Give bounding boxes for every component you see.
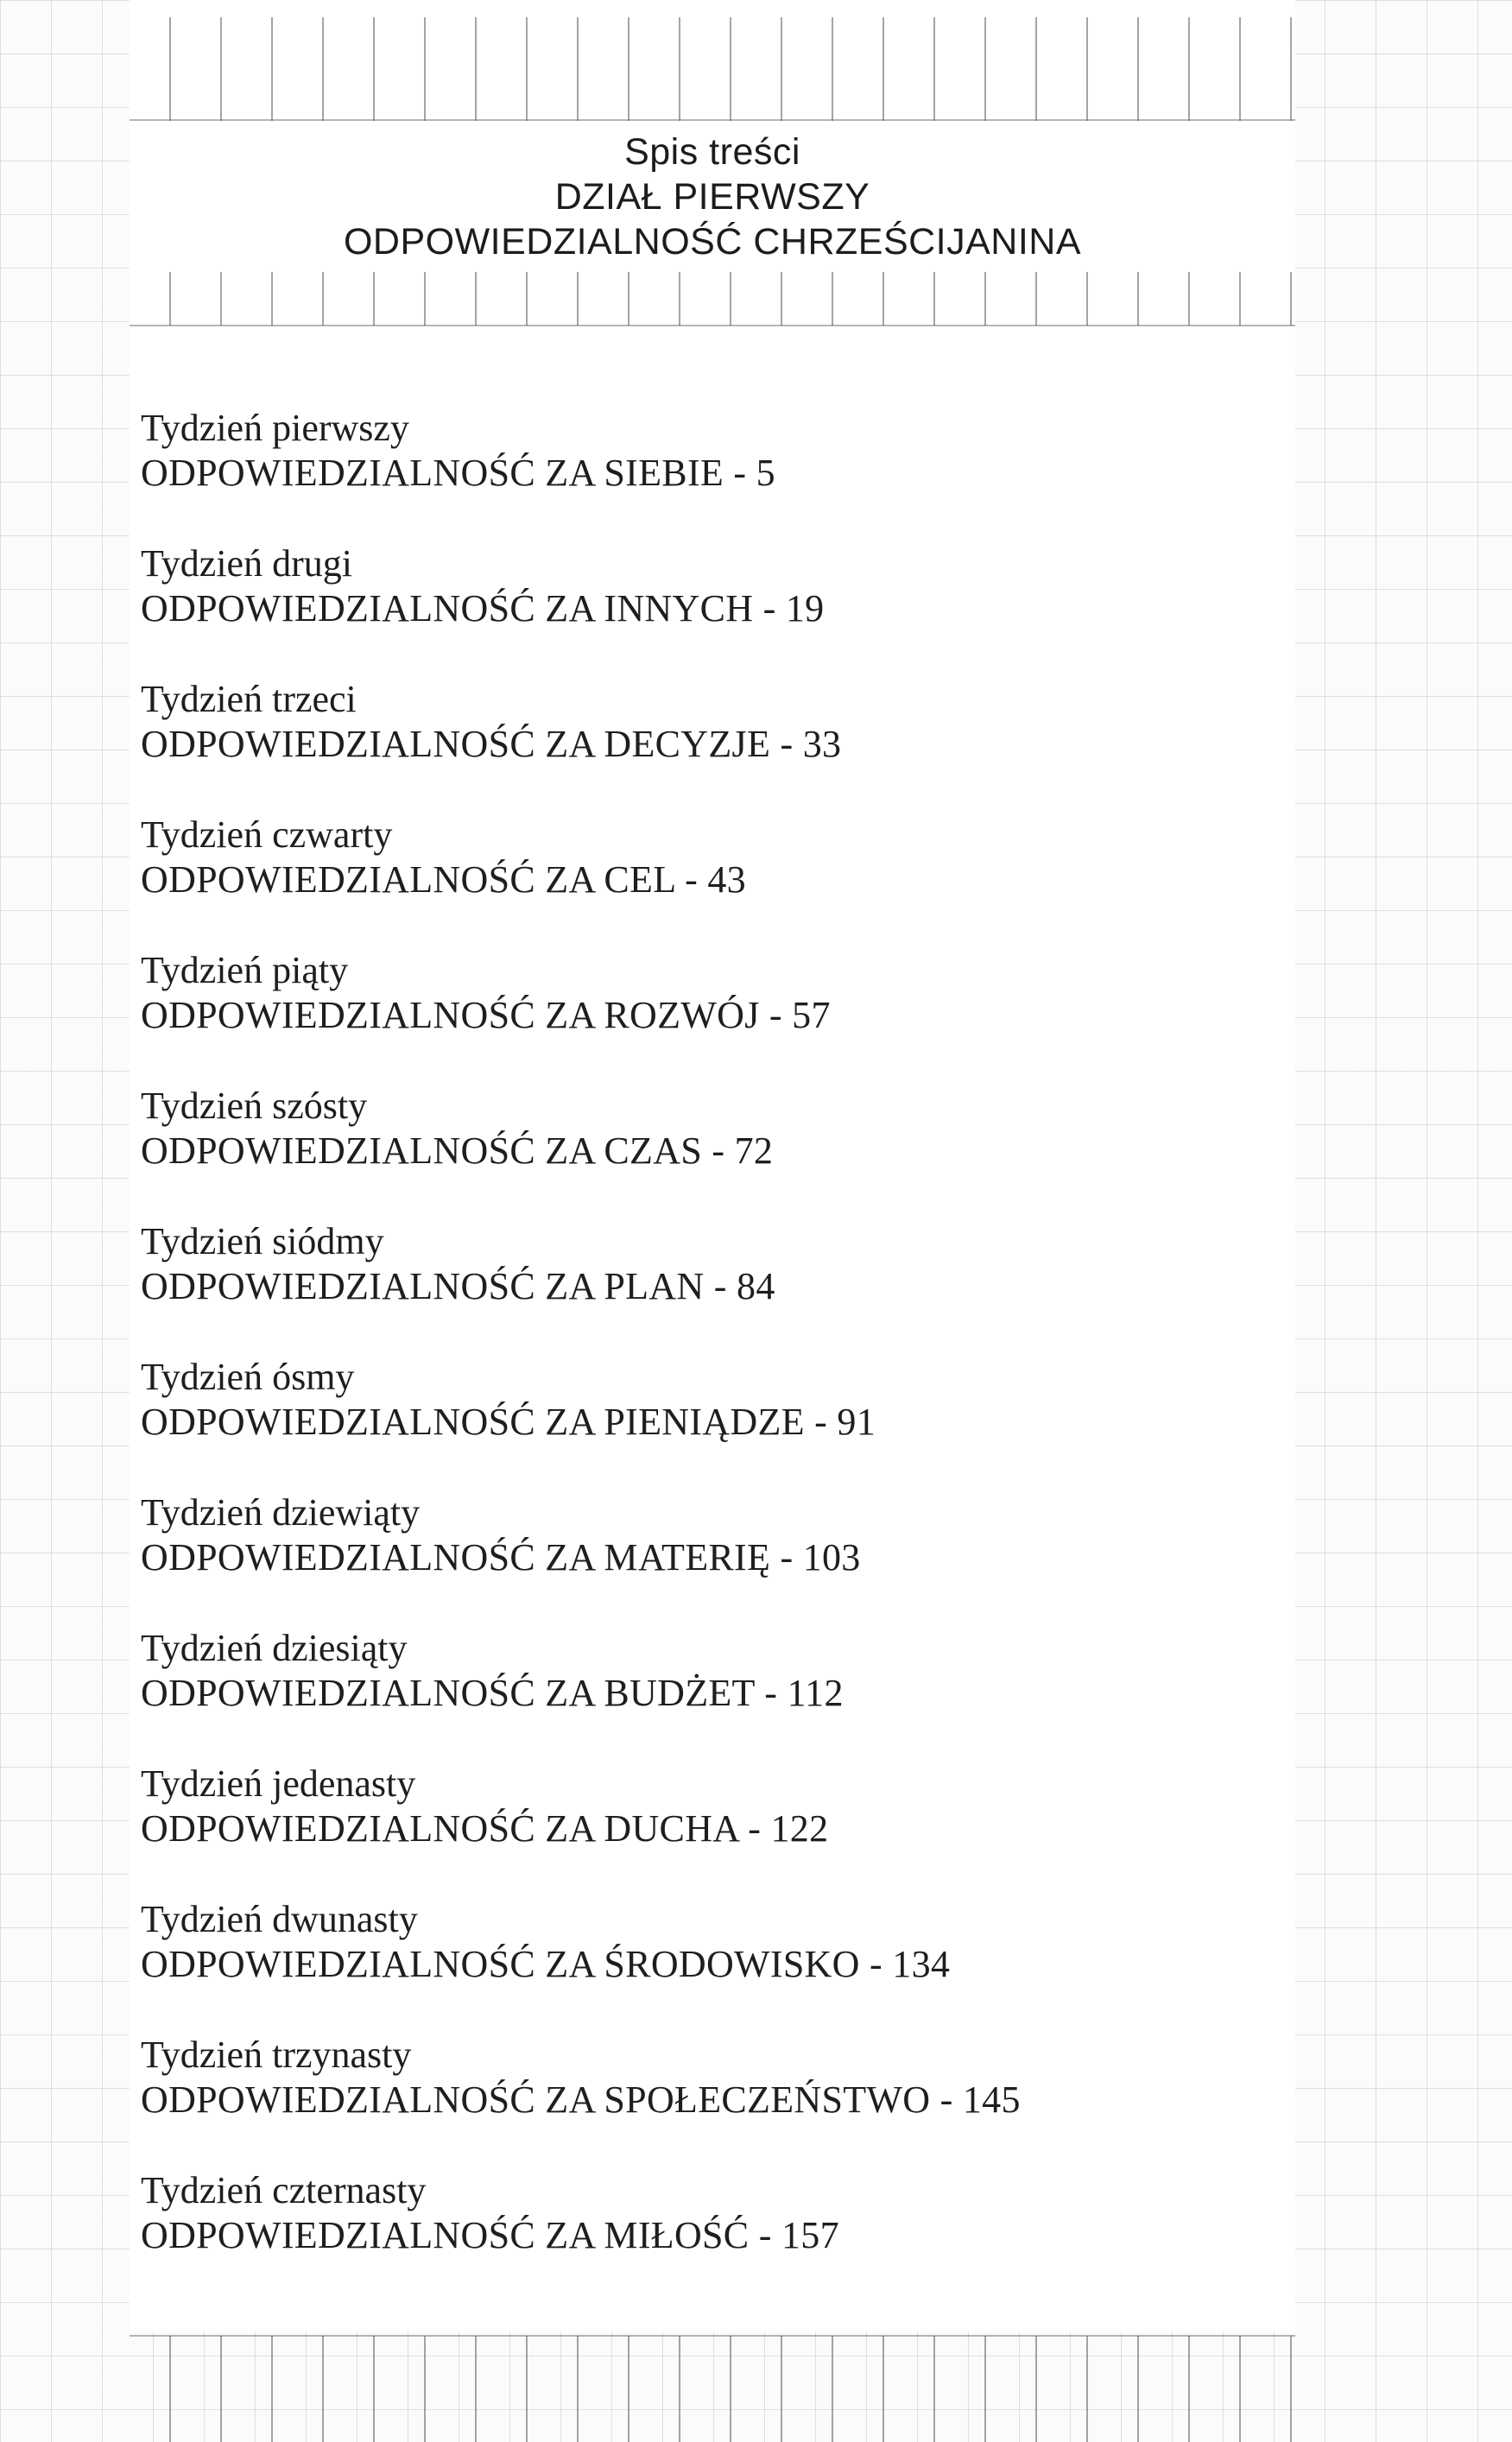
toc-entry: [141, 406, 1263, 541]
toc-week-label: Tydzień siódmy: [141, 1220, 384, 1262]
table-of-contents: [141, 406, 1263, 2304]
toc-entry: [141, 813, 1263, 948]
toc-week-label: Tydzień szósty: [141, 1085, 368, 1127]
toc-chapter-title: ODPOWIEDZIALNOŚĆ ZA CZAS - 72: [141, 1129, 774, 1172]
toc-chapter-title: ODPOWIEDZIALNOŚĆ ZA ROZWÓJ - 57: [141, 994, 831, 1036]
toc-week-label: Tydzień pierwszy: [141, 407, 409, 449]
toc-entry: [141, 2168, 1263, 2304]
toc-entry: [141, 1762, 1263, 1897]
toc-chapter-title: ODPOWIEDZIALNOŚĆ ZA BUDŻET - 112: [141, 1672, 844, 1714]
toc-entry: [141, 1626, 1263, 1762]
toc-entry: [141, 1084, 1263, 1219]
toc-chapter-title: ODPOWIEDZIALNOŚĆ ZA CEL - 43: [141, 858, 746, 901]
page-header: [130, 130, 1295, 264]
toc-chapter-title: ODPOWIEDZIALNOŚĆ ZA SIEBIE - 5: [141, 452, 775, 494]
toc-week-label: Tydzień dziewiąty: [141, 1491, 421, 1534]
top-ruler-baseline: [130, 119, 1295, 121]
section-title: DZIAŁ PIERWSZY: [554, 176, 870, 218]
toc-chapter-title: ODPOWIEDZIALNOŚĆ ZA MIŁOŚĆ - 157: [141, 2214, 839, 2256]
toc-week-label: Tydzień trzeci: [141, 678, 357, 720]
toc-chapter-title: ODPOWIEDZIALNOŚĆ ZA MATERIĘ - 103: [141, 1536, 861, 1578]
middle-tick-ruler: [130, 272, 1295, 326]
toc-chapter-title: ODPOWIEDZIALNOŚĆ ZA PIENIĄDZE - 91: [141, 1401, 876, 1443]
toc-week-label: Tydzień dziesiąty: [141, 1627, 408, 1669]
toc-week-label: Tydzień czternasty: [141, 2169, 427, 2211]
toc-entry: [141, 1219, 1263, 1355]
toc-chapter-title: ODPOWIEDZIALNOŚĆ ZA DUCHA - 122: [141, 1807, 829, 1850]
middle-ruler-baseline: [130, 325, 1295, 326]
toc-entry: [141, 677, 1263, 813]
toc-entry: [141, 2033, 1263, 2168]
toc-chapter-title: ODPOWIEDZIALNOŚĆ ZA PLAN - 84: [141, 1265, 775, 1307]
section-subtitle: ODPOWIEDZIALNOŚĆ CHRZEŚCIJANINA: [343, 221, 1082, 263]
toc-week-label: Tydzień ósmy: [141, 1356, 355, 1398]
toc-chapter-title: ODPOWIEDZIALNOŚĆ ZA SPOŁECZEŃSTWO - 145: [141, 2078, 1021, 2121]
toc-week-label: Tydzień drugi: [141, 542, 352, 585]
top-tick-ruler: [130, 17, 1295, 121]
toc-week-label: Tydzień piąty: [141, 949, 349, 991]
toc-week-label: Tydzień trzynasty: [141, 2034, 412, 2076]
toc-entry: [141, 1897, 1263, 2033]
toc-chapter-title: ODPOWIEDZIALNOŚĆ ZA ŚRODOWISKO - 134: [141, 1943, 951, 1985]
toc-week-label: Tydzień czwarty: [141, 813, 393, 856]
toc-week-label: Tydzień jedenasty: [141, 1762, 416, 1805]
toc-entry: [141, 1355, 1263, 1490]
toc-entry: [141, 1490, 1263, 1626]
toc-chapter-title: ODPOWIEDZIALNOŚĆ ZA DECYZJE - 33: [141, 723, 842, 765]
toc-chapter-title: ODPOWIEDZIALNOŚĆ ZA INNYCH - 19: [141, 587, 825, 629]
bottom-tick-ruler: [130, 2336, 1295, 2442]
page-title: Spis treści: [624, 131, 800, 173]
toc-entry: [141, 948, 1263, 1084]
toc-entry: [141, 541, 1263, 677]
toc-week-label: Tydzień dwunasty: [141, 1898, 418, 1940]
